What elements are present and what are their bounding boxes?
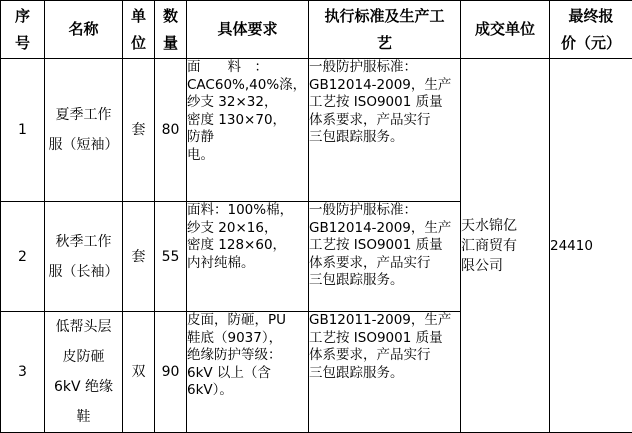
header-row [1,1,632,59]
header-unit: 单 位 [123,1,155,59]
row-standard: 一般防护服标准： GB12014-2009，生产 工艺按 ISO9001 质量 体系要求，产品实行 三包跟踪服务。 [309,202,461,312]
header-standard: 执行标准及生产工 艺 [309,1,461,59]
row-qty: 90 [155,312,187,433]
row-name: 低帮头层 皮防砸 6kV 绝缘 鞋 [45,312,123,433]
row-qty: 80 [155,59,187,202]
final-price-cell: 24410 [550,59,632,433]
header-price: 最终报 价（元） [550,1,632,59]
header-name: 名称 [45,1,123,59]
row-unit: 套 [123,202,155,312]
vendor-cell: 天水锦亿 汇商贸有 限公司 [461,59,550,433]
row-standard: 一般防护服标准： GB12014-2009，生产 工艺按 ISO9001 质量 体系要求，产品实行 三包跟踪服务。 [309,59,461,202]
row-name: 夏季工作 服（短袖） [45,59,123,202]
header-qty: 数 量 [155,1,187,59]
row-unit: 套 [123,59,155,202]
header-seq: 序 号 [1,1,45,59]
row-seq: 1 [1,59,45,202]
row-requirements: 面 料 ： CAC60%,40%涤， 纱支 32×32， 密度 130×70， 防静 电。 [187,59,309,202]
row-standard: GB12011-2009，生产 工艺按 ISO9001 质量 体系要求，产品实行 三包跟踪服务。 [309,312,461,433]
row-qty: 55 [155,202,187,312]
row-unit: 双 [123,312,155,433]
row-seq: 2 [1,202,45,312]
row-requirements: 皮面，防砸，PU 鞋底（9037）， 绝缘防护等级： 6kV 以上（含 6kV）。 [187,312,309,433]
row-requirements: 面料：100%棉， 纱支 20×16， 密度 128×60， 内衬纯棉。 [187,202,309,312]
header-vendor: 成交单位 [461,1,550,59]
row-seq: 3 [1,312,45,433]
header-requirements: 具体要求 [187,1,309,59]
row-name: 秋季工作 服（长袖） [45,202,123,312]
table-row [1,59,632,202]
